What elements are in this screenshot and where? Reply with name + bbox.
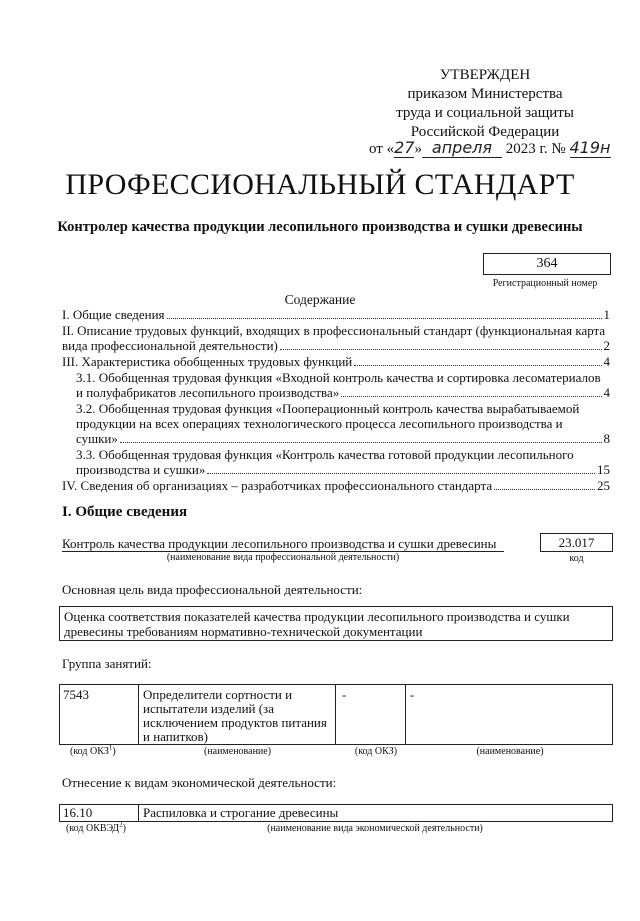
toc-entry-text: вида профессиональной деятельности) [62,338,278,353]
activity-code: 23.017 [540,533,613,552]
toc-entry[interactable] [62,338,610,353]
registration-label: Регистрационный номер [492,278,598,289]
toc-page: 25 [597,478,610,493]
toc-entry[interactable] [76,385,610,400]
toc-entry-text: I. Общие сведения [62,307,165,322]
toc-page: 4 [603,385,610,400]
toc-entry-text[interactable]: II. Описание трудовых функций, входящих в профессиональный стандарт (функциональная карта [62,323,606,338]
order-year: 2023 г. № [501,141,570,157]
footnote-mark: 1 [108,743,113,752]
goal-label: Основная цель вида профессиональной деятельности: [62,582,363,597]
toc-entry-text[interactable]: 3.1. Обобщенная трудовая функция «Входной контроль качества и сортировка лесоматериалов [76,370,601,385]
order-prefix: от « [369,141,395,157]
econ-label: Отнесение к видам экономической деятельности: [62,775,337,790]
table-of-contents [62,307,610,493]
toc-entry-text: сушки» [76,431,118,446]
occupation-name-line: и напитков) [143,729,208,744]
okz-code-cell: - [342,687,347,702]
footnote-mark: 2 [119,820,123,829]
approval-line: приказом Министерства [407,86,563,102]
toc-entry[interactable] [62,307,610,322]
okz-caption: (код ОКЗ) [354,746,398,757]
approval-heading: УТВЕРЖДЕН [439,67,531,83]
order-number: 419н [569,138,611,157]
toc-page: 2 [603,338,610,353]
order-day: 27 [394,138,415,157]
caption-text: ) [122,823,126,834]
divider [138,685,139,744]
toc-title: Содержание [284,292,356,307]
toc-page: 4 [603,354,610,369]
occupation-name-line: исключением продуктов питания [143,715,327,730]
econ-table [59,804,613,822]
occupation-name-line: Определители сортности и [143,687,293,702]
order-month: апреля [422,138,502,158]
toc-leader [341,396,601,397]
occupation-name-cell: - [410,687,415,702]
toc-leader [280,349,602,350]
toc-entry-text: III. Характеристика обобщенных трудовых функций [62,354,353,369]
approval-block [360,66,610,142]
toc-leader [494,489,595,490]
toc-page: 8 [603,431,610,446]
caption-text: (код ОКВЭД [66,823,120,834]
okz-code-cell: 7543 [63,687,89,702]
caption-text: (код ОКЗ [70,746,109,757]
toc-leader [207,473,595,474]
order-quote: » [414,141,422,157]
order-line [369,138,611,158]
activity-caption: (наименование вида профессиональной деятельности) [166,552,400,563]
toc-entry[interactable] [76,431,610,446]
toc-entry-text[interactable]: 3.2. Обобщенная трудовая функция «Пооперационный контроль качества вырабатываемой [76,401,580,416]
okved-caption [66,820,126,834]
approval-line: труда и социальной защиты [396,105,574,121]
section-heading: I. Общие сведения [62,504,188,520]
code-caption: код [569,553,584,564]
name-caption: (наименование) [476,746,544,757]
page-title: ПРОФЕССИОНАЛЬНЫЙ СТАНДАРТ [65,168,575,201]
divider [335,685,336,744]
toc-entry-text[interactable]: 3.3. Обобщенная трудовая функция «Контроль качества готовой продукции лесопильного [76,447,574,462]
toc-leader [120,442,602,443]
okz-caption [70,743,116,757]
caption-text: ) [112,746,116,757]
divider [138,805,139,821]
toc-entry[interactable] [62,354,610,369]
toc-entry-text: IV. Сведения об организациях – разработчиках профессионального стандарта [62,478,493,493]
divider [405,685,406,744]
toc-page: 15 [597,462,610,477]
toc-entry[interactable] [76,462,610,477]
page-subtitle: Контролер качества продукции лесопильного производства и сушки древесины [57,219,583,235]
toc-entry[interactable] [62,478,610,493]
toc-leader [167,318,602,319]
goal-box [59,606,613,641]
goal-text-line: Оценка соответствия показателей качества продукции лесопильного производства и сушки [64,609,570,624]
toc-entry-text[interactable]: продукции на всех операциях технологического процесса лесопильного производства и [76,416,563,431]
toc-page: 1 [603,307,610,322]
registration-number: 364 [483,253,611,275]
goal-text-line: древесины требованиям нормативно-технической документации [64,624,423,639]
toc-entry-text: производства и сушки» [76,462,206,477]
toc-leader [354,365,601,366]
approval-line: Российской Федерации [410,124,560,140]
group-table [59,684,613,745]
econ-activity-name: Распиловка и строгание древесины [143,805,339,820]
activity-name: Контроль качества продукции лесопильного производства и сушки древесины [62,536,497,551]
name-caption: (наименование) [203,746,272,757]
okved-code-cell: 16.10 [63,805,93,820]
toc-entry-text: и полуфабрикатов лесопильного производства» [76,385,340,400]
econ-name-caption: (наименование вида экономической деятельности) [267,823,483,834]
group-label: Группа занятий: [62,656,152,671]
occupation-name-line: испытатели изделий (за [143,701,274,716]
